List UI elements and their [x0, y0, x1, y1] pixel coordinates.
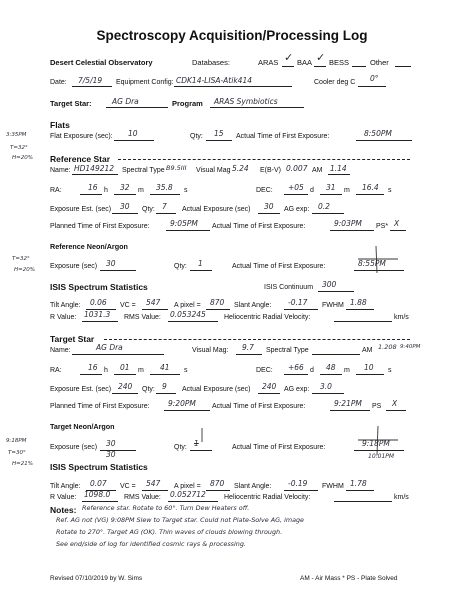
aras-underline: [282, 66, 294, 67]
other-label: Other: [370, 58, 389, 67]
target-neon-exp-label: Exposure (sec): [50, 444, 98, 451]
ref-ra-minutes-underline: [114, 194, 136, 195]
cooler-label: Cooler deg C: [314, 79, 356, 86]
target-dec-minutes: 48: [326, 363, 336, 372]
ref-qty-label: Qty:: [142, 206, 155, 213]
isis1-helio-unit: km/s: [394, 314, 409, 321]
isis1-apixel-underline: [206, 309, 230, 310]
notes-line-1: Reference star. Rotate to 60°. Turn Dew Heaters off.: [82, 504, 250, 512]
program-label: Program: [172, 99, 203, 108]
ref-dec-d-unit: d: [310, 187, 314, 194]
flat-time-underline: [356, 140, 412, 141]
target-planned-underline: [164, 410, 210, 411]
isis2-fwhm-underline: [346, 490, 374, 491]
margin-flats-temp: T=32°: [10, 145, 28, 151]
ref-ebv-value: 0.007: [286, 164, 308, 173]
target-exp-est-value: 240: [118, 382, 133, 391]
isis2-rms-label: RMS Value:: [124, 494, 161, 501]
target-neon-qty-label: Qty:: [174, 444, 187, 451]
isis-target-heading: ISIS Spectrum Statistics: [50, 462, 148, 472]
isis1-rvalue-label: R Value:: [50, 314, 77, 321]
target-ra-h-unit: h: [104, 367, 108, 374]
ref-qty-underline: [156, 213, 176, 214]
target-star-label: Target Star:: [50, 99, 92, 108]
target-name-underline: [72, 354, 164, 355]
ref-ra-seconds-underline: [150, 194, 180, 195]
target-actual-exp-value: 240: [262, 382, 277, 391]
target-ag-underline: [312, 393, 344, 394]
ref-dec-seconds: 16.4: [362, 183, 379, 192]
target-ag-label: AG exp:: [284, 386, 310, 393]
ref-spectral-value: B9.5III: [166, 164, 187, 172]
isis1-helio-underline: [334, 321, 392, 322]
target-neon-time-value-2: 10:01PM: [368, 453, 395, 460]
footer-legend: AM - Air Mass * PS - Plate Solved: [300, 575, 398, 582]
target-ra-label: RA:: [50, 367, 62, 374]
ref-ra-s-unit: s: [184, 187, 188, 194]
isis1-vc-underline: [142, 309, 168, 310]
ref-neon-heading: Reference Neon/Argon: [50, 242, 128, 251]
isis1-fwhm-label: FWHM: [322, 302, 344, 309]
target-ps-underline: [386, 410, 406, 411]
flat-exposure-label: Flat Exposure (sec):: [50, 133, 113, 140]
databases-label: Databases:: [192, 58, 230, 67]
ref-dec-degrees: +05: [288, 183, 304, 192]
baa-label: BAA: [297, 58, 313, 67]
baa-underline: [314, 66, 326, 67]
isis1-rvalue-underline: [82, 321, 118, 322]
target-vmag-label: Visual Mag:: [192, 347, 229, 354]
target-star-value: AG Dra: [112, 97, 139, 106]
ref-ra-hours: 16: [88, 183, 98, 192]
ref-exp-est-value: 30: [120, 202, 130, 211]
isis1-apixel-value: 870: [210, 298, 225, 307]
target-dec-d-unit: d: [310, 367, 314, 374]
isis1-vc-label: VC =: [120, 302, 136, 309]
target-spectral-underline: [312, 354, 360, 355]
target-actual-exp-label: Actual Exposure (sec): [182, 386, 251, 393]
ref-exp-est-underline: [112, 213, 138, 214]
target-neon-time-value-1: 9:18PM: [362, 439, 390, 448]
isis1-rms-value: 0.053245: [170, 310, 206, 319]
isis1-fwhm-value: 1.88: [350, 298, 367, 307]
isis2-helio-underline: [334, 501, 392, 502]
ref-ra-label: RA:: [50, 187, 62, 194]
notes-heading: Notes:: [50, 505, 77, 515]
isis2-fwhm-value: 1.78: [350, 479, 367, 488]
ref-actual-exp-value: 30: [264, 202, 274, 211]
equipment-label: Equipment Config:: [116, 79, 174, 86]
isis2-rms-value: 0.052712: [170, 490, 206, 499]
cooler-underline: [358, 86, 386, 87]
isis2-fwhm-label: FWHM: [322, 483, 344, 490]
target-actual-exp-underline: [258, 393, 280, 394]
ref-neon-qty-label: Qty:: [174, 263, 187, 270]
target-qty-label: Qty:: [142, 386, 155, 393]
cooler-value: 0°: [370, 74, 379, 83]
target-dec-degrees: +66: [288, 363, 304, 372]
target-ra-hours-underline: [80, 374, 102, 375]
ref-ps-value: X: [394, 219, 400, 228]
ref-neon-qty-value: 1: [198, 259, 203, 268]
target-am-time: 9:40PM: [400, 344, 421, 350]
date-value: 7/5/19: [78, 76, 103, 85]
isis-continuum-underline: [318, 291, 354, 292]
target-dec-seconds-underline: [356, 374, 384, 375]
isis1-fwhm-underline: [346, 309, 374, 310]
equipment-value: CDK14-LISA-Atik414: [176, 76, 252, 85]
program-underline: [210, 107, 304, 108]
target-ps-value: X: [392, 399, 398, 408]
ref-ps-underline: [390, 230, 406, 231]
isis2-slant-value: -0.19: [288, 479, 308, 488]
target-name-label: Name:: [50, 347, 71, 354]
margin-target-time: 9:18PM: [6, 438, 27, 444]
target-ra-minutes-underline: [114, 374, 136, 375]
ref-am-value: 1.14: [330, 164, 347, 173]
isis2-vc-value: 547: [146, 479, 161, 488]
isis1-apixel-label: A pixel =: [174, 302, 201, 309]
isis1-slant-label: Slant Angle:: [234, 302, 272, 309]
ref-ra-hours-underline: [80, 194, 102, 195]
target-neon-time-label: Actual Time of First Exposure:: [232, 444, 326, 451]
flat-exposure-underline: [114, 140, 154, 141]
flat-time-value: 8:50PM: [364, 129, 392, 138]
target-ra-seconds-underline: [150, 374, 180, 375]
isis2-slant-underline: [284, 490, 318, 491]
target-neon-qty-underline: [190, 450, 212, 451]
isis2-apixel-label: A pixel =: [174, 483, 201, 490]
ref-planned-underline: [166, 230, 210, 231]
ref-neon-exp-value: 30: [106, 259, 116, 268]
ref-ag-value: 0.2: [318, 202, 330, 211]
ref-vmag-label: Visual Mag: [196, 167, 231, 174]
isis2-rms-underline: [168, 501, 218, 502]
isis2-apixel-underline: [206, 490, 230, 491]
date-label: Date:: [50, 79, 67, 86]
ref-name-label: Name:: [50, 167, 71, 174]
observatory-name: Desert Celestial Observatory: [50, 58, 153, 67]
target-star-rule: [104, 339, 410, 340]
equipment-underline: [174, 86, 292, 87]
target-neon-exp-value-2: 30: [106, 450, 116, 459]
isis-continuum-label: ISIS Continuum: [264, 284, 314, 291]
target-am-value: 1.208: [378, 343, 397, 351]
target-neon-time-underline: [354, 450, 404, 451]
isis1-slant-underline: [284, 309, 318, 310]
target-star-heading: Target Star: [50, 334, 95, 344]
target-neon-qty-value: 1: [194, 439, 199, 448]
ref-vmag-value: 5.24: [232, 164, 249, 173]
target-vmag-value: 9.7: [242, 343, 254, 352]
target-dec-m-unit: m: [344, 367, 350, 374]
other-underline: [395, 66, 411, 67]
ref-actual-exp-underline: [258, 213, 280, 214]
target-star-underline: [106, 107, 168, 108]
aras-label: ARAS: [258, 58, 279, 67]
isis2-rvalue-value: 1098.0: [84, 490, 111, 499]
ref-exp-est-label: Exposure Est. (sec): [50, 206, 112, 213]
flat-qty-underline: [206, 140, 232, 141]
isis2-slant-label: Slant Angle:: [234, 483, 272, 490]
isis2-tilt-value: 0.07: [90, 479, 107, 488]
ref-dec-s-unit: s: [388, 187, 392, 194]
ref-ps-label: PS*: [376, 223, 389, 230]
target-ra-hours: 16: [88, 363, 98, 372]
ref-actual-exp-label: Actual Exposure (sec): [182, 206, 251, 213]
ref-dec-m-unit: m: [344, 187, 350, 194]
target-qty-value: 9: [162, 382, 167, 391]
target-ra-seconds: 41: [160, 363, 170, 372]
isis2-rvalue-underline: [82, 501, 118, 502]
target-actual-time-label: Actual Time of First Exposure:: [212, 403, 306, 410]
ref-ra-seconds: 35.8: [156, 183, 173, 192]
ref-dec-degrees-underline: [284, 194, 308, 195]
ref-ra-h-unit: h: [104, 187, 108, 194]
ref-neon-exp-underline: [100, 270, 136, 271]
target-ra-minutes: 01: [120, 363, 130, 372]
ref-ag-underline: [312, 213, 344, 214]
target-ra-m-unit: m: [138, 367, 144, 374]
ref-am-label: AM: [312, 167, 323, 174]
target-exp-est-label: Exposure Est. (sec): [50, 386, 112, 393]
target-am-label: AM: [362, 347, 373, 354]
date-underline: [72, 86, 112, 87]
ref-ra-m-unit: m: [138, 187, 144, 194]
target-qty-underline: [156, 393, 176, 394]
isis1-rms-underline: [168, 321, 218, 322]
isis2-rvalue-label: R Value:: [50, 494, 77, 501]
target-dec-seconds: 10: [364, 363, 374, 372]
program-value: ARAS Symbiotics: [214, 97, 278, 106]
ref-actual-time-value: 9:03PM: [334, 219, 362, 228]
margin-target-temp: T=30°: [8, 450, 26, 456]
ref-name-value: HD149212: [74, 164, 115, 173]
ref-planned-value: 9:05PM: [170, 219, 198, 228]
flat-exposure-value: 10: [128, 129, 138, 138]
ref-dec-label: DEC:: [256, 187, 273, 194]
isis1-rms-label: RMS Value:: [124, 314, 161, 321]
isis-ref-heading: ISIS Spectrum Statistics: [50, 282, 148, 292]
notes-line-2: Ref. AG not (VG) 9:08PM Slew to Target star. Could not Plate-Solve AG, image: [56, 516, 304, 524]
target-neon-exp-value-1: 30: [106, 439, 116, 448]
flats-heading: Flats: [50, 120, 70, 130]
isis2-vc-label: VC =: [120, 483, 136, 490]
isis1-rvalue-value: 1031.3: [84, 310, 111, 319]
target-dec-minutes-underline: [320, 374, 342, 375]
notes-line-4: See end/side of log for identified cosmic rays & processing.: [56, 540, 246, 548]
bess-underline: [352, 66, 366, 67]
ref-neon-qty-underline: [190, 270, 212, 271]
target-actual-time-underline: [330, 410, 370, 411]
ref-dec-minutes-underline: [320, 194, 342, 195]
isis2-helio-unit: km/s: [394, 494, 409, 501]
target-ag-value: 3.0: [320, 382, 332, 391]
ref-actual-time-label: Actual Time of First Exposure:: [212, 223, 306, 230]
flat-qty-value: 15: [214, 129, 224, 138]
isis1-helio-label: Heliocentric Radial Velocity:: [224, 314, 311, 321]
ref-neon-time-label: Actual Time of First Exposure:: [232, 263, 326, 270]
target-vmag-underline: [236, 354, 262, 355]
target-actual-time-value: 9:21PM: [334, 399, 362, 408]
target-neon-heading: Target Neon/Argon: [50, 422, 115, 431]
isis-continuum-value: 300: [322, 280, 337, 289]
flat-time-label: Actual Time of First Exposure:: [236, 133, 330, 140]
isis1-tilt-label: Tilt Angle:: [50, 302, 81, 309]
target-ra-s-unit: s: [184, 367, 188, 374]
ref-dec-minutes: 31: [326, 183, 336, 192]
isis2-apixel-value: 870: [210, 479, 225, 488]
ref-planned-label: Planned Time of First Exposure:: [50, 223, 150, 230]
ref-ra-minutes: 32: [120, 183, 130, 192]
margin-neon-temp: T=32°: [12, 256, 30, 262]
ref-spectral-label: Spectral Type: [122, 167, 165, 174]
target-dec-label: DEC:: [256, 367, 273, 374]
target-planned-value: 9:20PM: [168, 399, 196, 408]
notes-line-3: Rotate to 270°. Target AG (OK). Thin waves of clouds blowing through.: [56, 528, 283, 536]
aras-checkmark: ✓: [284, 51, 294, 64]
footer-revised: Revised 07/10/2019 by W. Sims: [50, 575, 143, 582]
ref-name-underline: [72, 174, 118, 175]
margin-flats-time: 3:35PM: [6, 132, 27, 138]
page-title: Spectroscopy Acquisition/Processing Log: [96, 28, 368, 43]
target-planned-label: Planned Time of First Exposure:: [50, 403, 150, 410]
bess-label: BESS: [329, 58, 350, 67]
ref-ag-label: AG exp:: [284, 206, 310, 213]
ref-neon-time-value: 8:55PM: [358, 259, 386, 268]
reference-star-heading: Reference Star: [50, 154, 111, 164]
target-dec-degrees-underline: [284, 374, 308, 375]
isis1-vc-value: 547: [146, 298, 161, 307]
isis2-tilt-label: Tilt Angle:: [50, 483, 81, 490]
baa-checkmark: ✓: [316, 51, 326, 64]
isis2-helio-label: Heliocentric Radial Velocity:: [224, 494, 311, 501]
target-name-value: AG Dra: [96, 343, 123, 352]
flat-qty-label: Qty:: [190, 133, 203, 140]
isis2-vc-underline: [142, 490, 168, 491]
isis1-slant-value: -0.17: [288, 298, 308, 307]
target-spectral-label: Spectral Type: [266, 347, 309, 354]
target-ps-label: PS: [372, 403, 382, 410]
ref-qty-value: 7: [162, 202, 167, 211]
margin-neon-humidity: H=20%: [14, 267, 35, 273]
ref-ebv-label: E(B-V): [260, 167, 281, 174]
ref-dec-seconds-underline: [356, 194, 384, 195]
isis1-tilt-value: 0.06: [90, 298, 107, 307]
ref-actual-time-underline: [330, 230, 374, 231]
margin-target-humidity: H=21%: [12, 461, 33, 467]
target-exp-est-underline: [112, 393, 138, 394]
margin-flats-humidity: H=20%: [12, 155, 33, 161]
target-dec-s-unit: s: [388, 367, 392, 374]
reference-star-rule: [118, 159, 410, 160]
ref-am-underline: [328, 174, 350, 175]
ref-neon-time-underline: [354, 270, 404, 271]
ref-neon-exp-label: Exposure (sec): [50, 263, 98, 270]
